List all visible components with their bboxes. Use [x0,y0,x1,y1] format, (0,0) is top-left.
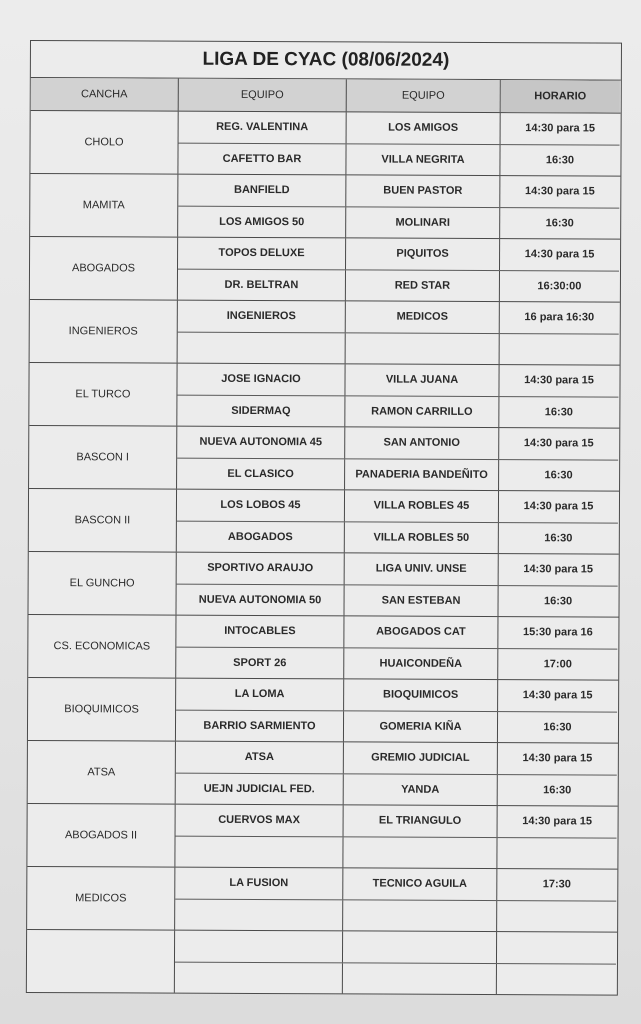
match-row [176,679,617,712]
equipo-2-cell: VILLA JUANA [345,364,499,395]
match-row [175,868,616,901]
match-row [175,899,616,931]
cancha-group [28,678,618,744]
equipo-2-cell: RAMON CARRILLO [345,396,499,427]
horario-cell: 14:30 para 15 [524,248,595,261]
equipo-1-cell: BANFIELD [178,175,346,206]
horario-cell: 14:30 para 15 [523,437,594,450]
horario-cell: 14:30 para 15 [523,500,594,513]
match-row [176,710,617,742]
equipo-2-cell [343,900,497,931]
equipo-2-cell: GOMERIA KIÑA [344,711,498,742]
cancha-group [30,300,620,366]
horario-cell [497,964,616,995]
match-row [175,931,616,964]
equipo-2-cell: PANADERIA BANDEÑITO [345,459,499,490]
horario-cell: 16 para 16:30 [524,311,595,324]
horario-cell: 16:30:00 [537,279,582,293]
horario-cell: 17:00 [543,657,572,671]
equipo-2-cell: SAN ANTONIO [345,427,499,458]
horario-cell [497,932,616,963]
equipo-1-cell: REG. VALENTINA [179,112,347,143]
horario-cell: 14:30 para 15 [525,122,596,135]
cancha-group [28,552,618,618]
equipo-1-cell [175,836,343,867]
match-row [177,490,618,523]
equipo-1-cell: ATSA [176,742,344,773]
cancha-cell: EL GUNCHO [28,552,176,615]
horario-cell: 14:30 para 15 [522,689,593,702]
cancha-cell [27,930,175,993]
cancha-group [27,930,617,995]
equipo-1-cell: DR. BELTRAN [178,269,346,300]
header-equipo-1: EQUIPO [179,79,347,112]
cancha-cell: CS. ECONOMICAS [28,615,176,678]
equipo-1-cell [175,931,343,962]
cancha-cell: ABOGADOS [30,237,178,300]
equipo-1-cell [175,899,343,930]
equipo-1-cell: SPORTIVO ARAUJO [177,553,345,584]
horario-cell: 16:30 [543,783,572,797]
cancha-group [30,237,620,303]
horario-cell: 16:30 [544,531,573,545]
equipo-2-cell: LIGA UNIV. UNSE [345,553,499,584]
equipo-2-cell: GREMIO JUDICIAL [344,742,498,773]
equipo-1-cell: NUEVA AUTONOMIA 50 [176,584,344,615]
equipo-2-cell: TECNICO AGUILA [343,868,497,899]
equipo-2-cell: MOLINARI [346,207,500,238]
horario-cell [497,901,616,932]
match-row [175,836,616,868]
horario-cell: 17:30 [542,878,571,891]
equipo-2-cell: VILLA ROBLES 50 [345,522,499,553]
cancha-cell: CHOLO [30,111,178,174]
match-row [179,112,620,145]
equipo-2-cell [343,837,497,868]
equipo-1-cell: SIDERMAQ [177,395,345,426]
horario-cell: 16:30 [545,154,575,167]
cancha-group [29,426,619,492]
horario-cell: 16:30 [545,217,574,230]
table-title: LIGA DE CYAC (08/06/2024) [31,41,621,81]
equipo-1-cell: LOS AMIGOS 50 [178,206,346,237]
equipo-1-cell: CUERVOS MAX [176,805,344,836]
match-row [176,773,617,805]
equipo-2-cell: HUAICONDEÑA [344,648,498,679]
equipo-1-cell [178,332,346,363]
equipo-2-cell: YANDA [344,774,498,805]
equipo-2-cell [346,333,500,364]
equipo-1-cell: BARRIO SARMIENTO [176,710,344,741]
equipo-2-cell: MEDICOS [346,301,500,332]
match-row [176,616,617,649]
match-row [178,269,619,301]
table-body [27,111,621,995]
match-row [175,962,616,994]
equipo-2-cell: LOS AMIGOS [347,112,501,143]
equipo-1-cell: JOSE IGNACIO [177,364,345,395]
cancha-group [27,867,617,933]
header-cancha: CANCHA [31,78,179,111]
match-row [177,395,618,427]
horario-cell: 16:30 [543,594,573,608]
match-row [178,175,619,208]
cancha-group [30,111,620,177]
schedule-table [26,40,622,996]
match-row [178,301,619,334]
equipo-2-cell [343,963,497,994]
header-equipo-2: EQUIPO [347,79,501,112]
equipo-2-cell: ABOGADOS CAT [344,616,498,647]
cancha-group [29,363,619,429]
horario-cell: 14:30 para 15 [522,815,592,828]
equipo-1-cell: SPORT 26 [176,647,344,678]
cancha-group [28,741,618,807]
match-row [178,238,619,271]
horario-cell [500,334,619,365]
equipo-2-cell [343,931,497,962]
horario-cell: 14:30 para 15 [524,374,594,387]
cancha-group [27,804,617,870]
match-row [178,206,619,238]
cancha-cell: BIOQUIMICOS [28,678,176,741]
cancha-group [28,615,618,681]
horario-cell: 16:30 [543,720,572,734]
horario-cell: 16:30 [544,405,573,419]
horario-cell: 15:30 para 16 [523,626,593,639]
match-row [177,521,618,553]
equipo-1-cell: NUEVA AUTONOMIA 45 [177,427,345,458]
cancha-cell: BASCON II [29,489,177,552]
cancha-group [29,489,619,555]
equipo-1-cell: ABOGADOS [177,521,345,552]
equipo-1-cell: INTOCABLES [176,616,344,647]
match-row [178,332,619,364]
cancha-group [30,174,620,240]
cancha-cell: ABOGADOS II [27,804,175,867]
cancha-cell: MEDICOS [27,867,175,930]
match-row [176,805,617,838]
match-row [176,742,617,775]
horario-cell: 16:30 [544,468,573,482]
cancha-cell: MAMITA [30,174,178,237]
equipo-2-cell: SAN ESTEBAN [344,585,498,616]
horario-cell: 14:30 para 15 [524,185,595,198]
equipo-2-cell: BIOQUIMICOS [344,679,498,710]
equipo-1-cell: TOPOS DELUXE [178,238,346,269]
equipo-1-cell [175,962,343,993]
cancha-cell: EL TURCO [29,363,177,426]
equipo-1-cell: INGENIEROS [178,301,346,332]
header-row [31,78,621,114]
equipo-2-cell: RED STAR [346,270,500,301]
match-row [178,143,619,175]
equipo-2-cell: VILLA NEGRITA [346,144,500,175]
match-row [177,427,618,460]
horario-cell: 14:30 para 15 [522,752,593,765]
equipo-1-cell: LOS LOBOS 45 [177,490,345,521]
match-row [177,553,618,586]
match-row [176,584,617,616]
equipo-2-cell: EL TRIANGULO [344,805,498,836]
cancha-cell: BASCON I [29,426,177,489]
cancha-cell: ATSA [28,741,176,804]
equipo-1-cell: LA FUSION [175,868,343,899]
equipo-1-cell: EL CLASICO [177,458,345,489]
equipo-1-cell: CAFETTO BAR [178,143,346,174]
match-row [177,458,618,490]
match-row [176,647,617,679]
horario-cell [497,838,616,869]
equipo-1-cell: UEJN JUDICIAL FED. [176,773,344,804]
equipo-1-cell: LA LOMA [176,679,344,710]
equipo-2-cell: VILLA ROBLES 45 [345,490,499,521]
header-horario: HORARIO [501,80,620,113]
equipo-2-cell: BUEN PASTOR [346,175,500,206]
horario-cell: 14:30 para 15 [523,563,594,576]
equipo-2-cell: PIQUITOS [346,238,500,269]
cancha-cell: INGENIEROS [30,300,178,363]
match-row [177,364,618,397]
